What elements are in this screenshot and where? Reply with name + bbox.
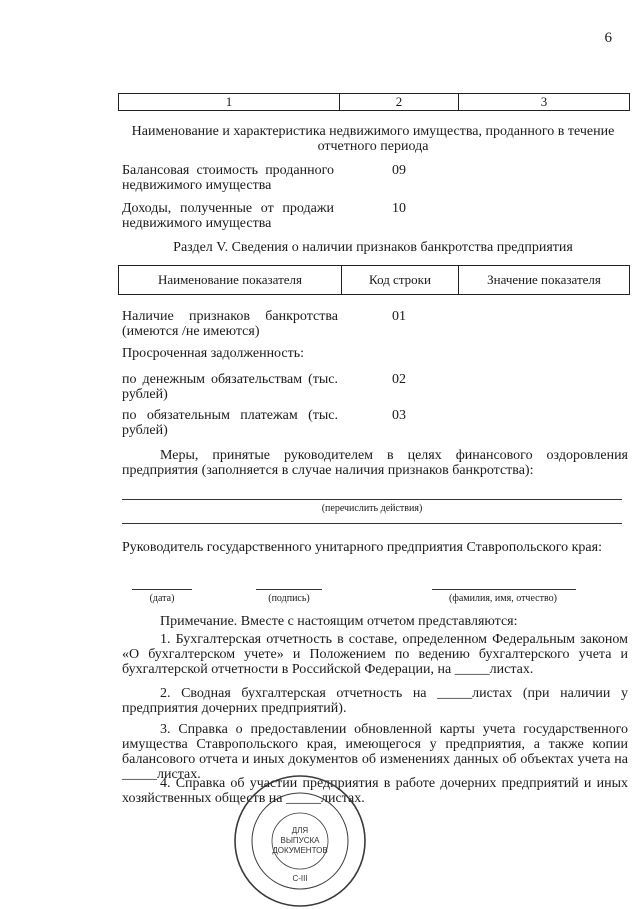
property-row-code: 10 <box>392 201 406 216</box>
bankruptcy-row-label: Просроченная задолженность: <box>122 346 305 361</box>
page-number: 6 <box>604 30 612 46</box>
stamp-center-line: ДЛЯ <box>291 826 309 835</box>
header-indicator-name: Наименование показателя <box>119 266 342 294</box>
measures-line-2 <box>122 523 622 524</box>
column-number-2: 2 <box>340 94 459 110</box>
header-indicator-value: Значение показателя <box>487 272 601 287</box>
signature-heading: Руководитель государственного унитарного предприятия Ставропольского края: <box>122 540 602 555</box>
official-stamp <box>232 773 368 909</box>
property-row-code: 09 <box>392 163 406 178</box>
bankruptcy-row-label: по обязательным платежам (тыс. рублей) <box>122 408 338 438</box>
measures-line-1 <box>122 499 622 500</box>
property-row-label: Балансовая стоимость проданного недвижимого имущества <box>122 163 334 193</box>
bankruptcy-row-code: 03 <box>392 408 406 423</box>
note-item: 3. Справка о предоставлении обновленной карты учета государственного имущества Ставропольского края, имеющегося у предприятия, а также копии балансового отчета и иных документов об изменениях данных об объектах учета на _____листах. <box>122 722 628 782</box>
section-5-table-header <box>118 265 630 295</box>
stamp-number: С-III <box>292 874 308 883</box>
note-item: 4. Справка об участии предприятия в работе дочерних предприятий и иных хозяйственных обществ на _____листах. <box>122 776 628 806</box>
bankruptcy-row-code: 02 <box>392 372 406 387</box>
date-caption: (дата) <box>149 593 175 604</box>
bankruptcy-row-code: 01 <box>392 309 406 324</box>
name-line <box>432 589 576 590</box>
note-heading: Примечание. Вместе с настоящим отчетом представляются: <box>160 614 518 629</box>
measures-caption: (перечислить действия) <box>321 503 423 514</box>
bankruptcy-row-label: Наличие признаков банкротства (имеются /не имеются) <box>122 309 338 339</box>
stamp-center-line: ВЫПУСКА <box>280 836 320 845</box>
date-line <box>132 589 192 590</box>
property-heading: Наименование и характеристика недвижимого имущества, проданного в течение отчетного периода <box>131 124 615 154</box>
measures-text: Меры, принятые руководителем в целях финансового оздоровления предприятия (заполняется в случае наличия признаков банкротства): <box>122 448 628 478</box>
note-item: 2. Сводная бухгалтерская отчетность на _____листах (при наличии у предприятия дочерних предприятий). <box>122 686 628 716</box>
column-number-3: 3 <box>540 94 548 109</box>
signature-line <box>256 589 322 590</box>
stamp-center-line: ДОКУМЕНТОВ <box>272 846 328 855</box>
property-row-label: Доходы, полученные от продажи недвижимого имущества <box>122 201 334 231</box>
signature-caption: (подпись) <box>268 593 310 604</box>
column-number-1: 1 <box>119 94 340 110</box>
name-caption: (фамилия, имя, отчество) <box>449 593 557 604</box>
section-5-title: Раздел V. Сведения о наличии признаков банкротства предприятия <box>173 240 573 255</box>
bankruptcy-row-label: по денежным обязательствам (тыс. рублей) <box>122 372 338 402</box>
column-number-table <box>118 93 630 111</box>
header-row-code: Код строки <box>342 266 459 294</box>
note-item: 1. Бухгалтерская отчетность в составе, определенном Федеральным законом «О бухгалтерском учете» и Положением по ведению бухгалтерского учета и бухгалтерской отчетности в Российской Федерации, на _____листах. <box>122 632 628 677</box>
